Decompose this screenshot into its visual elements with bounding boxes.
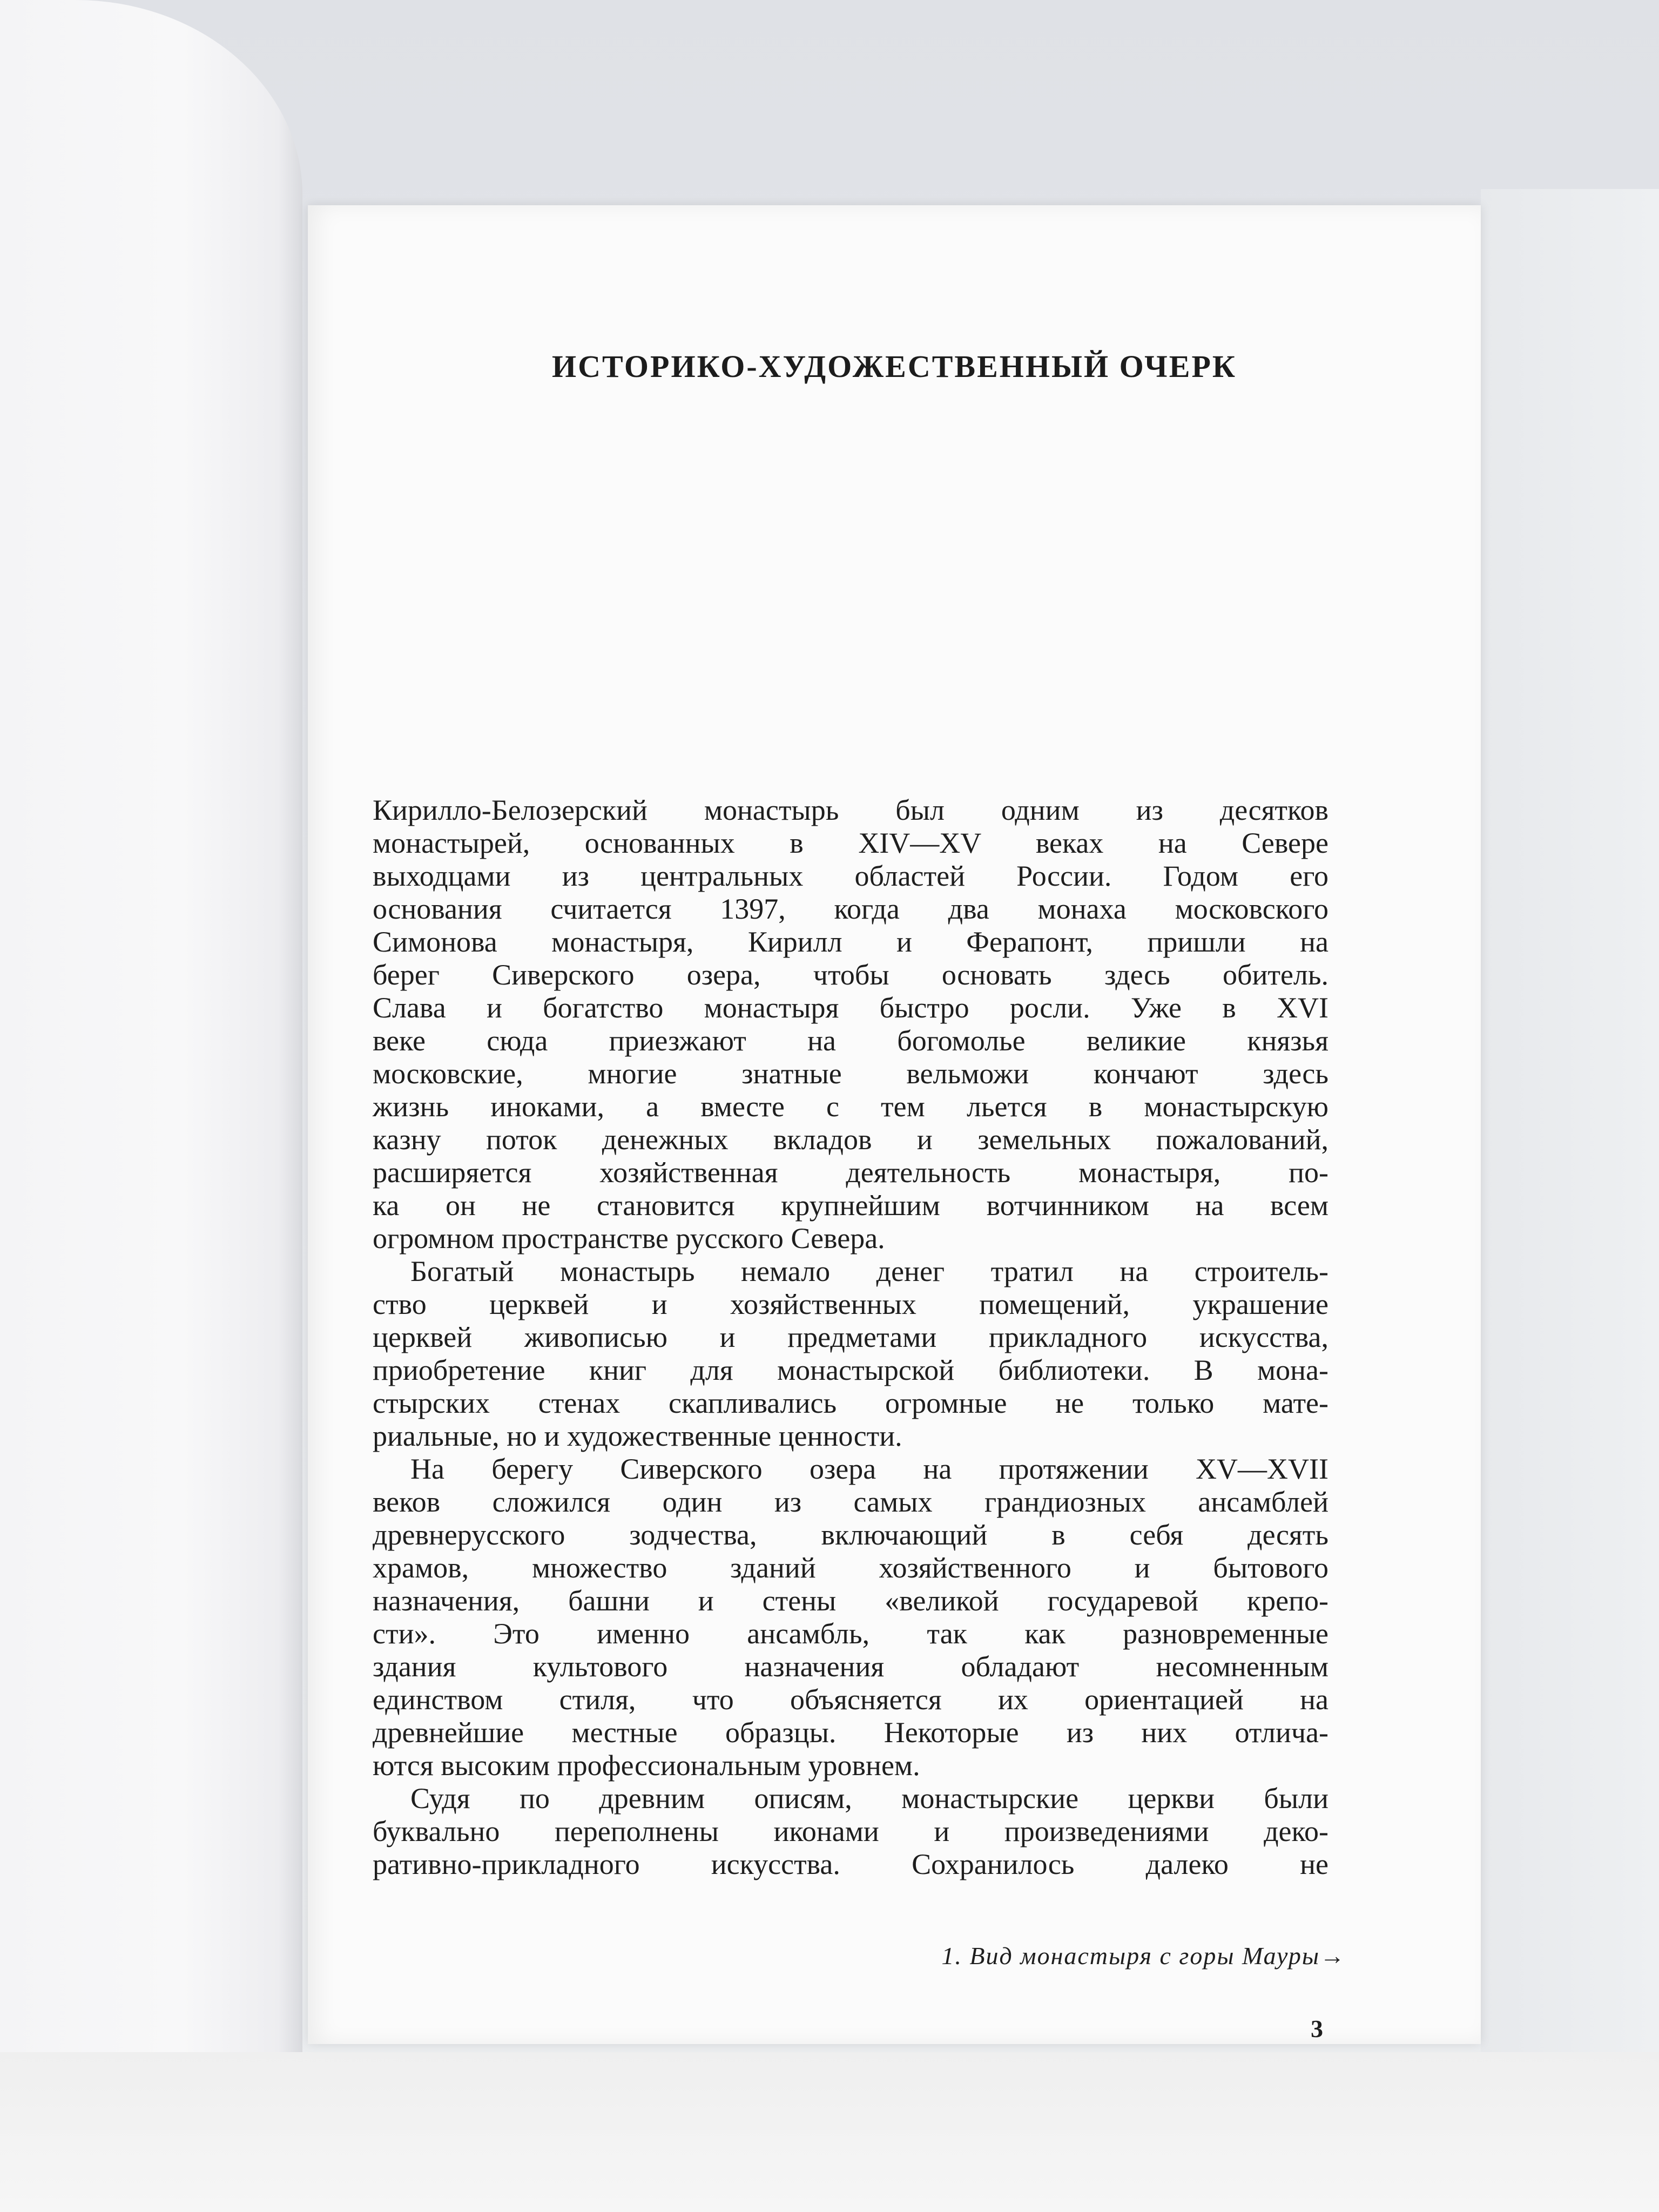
text-line: основания считается 1397, когда два монаха московского (373, 893, 1328, 925)
text-line: стырских стенах скапливались огромные не только мате- (373, 1387, 1328, 1419)
text-line: церквей живописью и предметами прикладного искусства, (373, 1321, 1328, 1353)
text-line: древнейшие местные образцы. Некоторые из них отлича- (373, 1716, 1328, 1749)
text-line: На берегу Сиверского озера на протяжении XV—XVII (410, 1453, 1328, 1485)
text-line: приобретение книг для монастырской библиотеки. В мона- (373, 1354, 1328, 1386)
paragraph-2 (373, 1255, 1328, 1453)
text-line: ство церквей и хозяйственных помещений, украшение (373, 1288, 1328, 1320)
text-line: казну поток денежных вкладов и земельных пожалований, (373, 1123, 1328, 1156)
text-line: риальные, но и художественные ценности. (373, 1420, 902, 1452)
text-line: единством стиля, что объясняется их ориентацией на (373, 1683, 1328, 1716)
text-line: выходцами из центральных областей России. Годом его (373, 860, 1328, 892)
page-number: 3 (1311, 2015, 1323, 2042)
background-wall (1481, 189, 1659, 2052)
text-line: храмов, множество зданий хозяйственного и бытового (373, 1552, 1328, 1584)
text-line: назначения, башни и стены «великой государевой крепо- (373, 1584, 1328, 1617)
paragraph-4 (373, 1782, 1328, 1881)
text-line: веке сюда приезжают на богомолье великие князья (373, 1024, 1328, 1057)
text-line: жизнь иноками, а вместе с тем льется в монастырскую (373, 1090, 1328, 1123)
table-surface (0, 2052, 1659, 2212)
paragraph-3 (373, 1453, 1328, 1782)
body-text (373, 794, 1328, 1881)
figure-caption: 1. Вид монастыря с горы Мауры→ (941, 1942, 1346, 1970)
text-line: древнерусского зодчества, включающий в себя десять (373, 1519, 1328, 1551)
text-line: Симонова монастыря, Кирилл и Ферапонт, пришли на (373, 926, 1328, 958)
paragraph-1 (373, 794, 1328, 1255)
text-line: сти». Это именно ансамбль, так как разновременные (373, 1617, 1328, 1650)
text-line: Слава и богатство монастыря быстро росли. Уже в XVI (373, 992, 1328, 1024)
text-line: Богатый монастырь немало денег тратил на строитель- (410, 1255, 1328, 1287)
text-line: Судя по древним описям, монастырские церкви были (410, 1782, 1328, 1815)
text-line: буквально переполнены иконами и произведениями деко- (373, 1815, 1328, 1847)
text-line: здания культового назначения обладают несомненным (373, 1650, 1328, 1683)
text-line: огромном пространстве русского Севера. (373, 1222, 885, 1255)
text-line: ка он не становится крупнейшим вотчинником на всем (373, 1189, 1328, 1222)
book-page (308, 205, 1481, 2044)
text-line: московские, многие знатные вельможи кончают здесь (373, 1057, 1328, 1090)
chapter-title: ИСТОРИКО-ХУДОЖЕСТВЕННЫЙ ОЧЕРК (552, 349, 1237, 384)
text-line: ративно-прикладного искусства. Сохранилось далеко не (373, 1848, 1328, 1880)
left-page (0, 0, 302, 2212)
text-line: веков сложился один из самых грандиозных ансамблей (373, 1486, 1328, 1518)
text-line: берег Сиверского озера, чтобы основать здесь обитель. (373, 959, 1328, 991)
text-line: расширяется хозяйственная деятельность монастыря, по- (373, 1156, 1328, 1189)
text-line: ются высоким профессиональным уровнем. (373, 1749, 920, 1782)
text-line: Кирилло-Белозерский монастырь был одним из десятков (373, 794, 1328, 826)
text-line: монастырей, основанных в XIV—XV веках на Севере (373, 827, 1328, 859)
